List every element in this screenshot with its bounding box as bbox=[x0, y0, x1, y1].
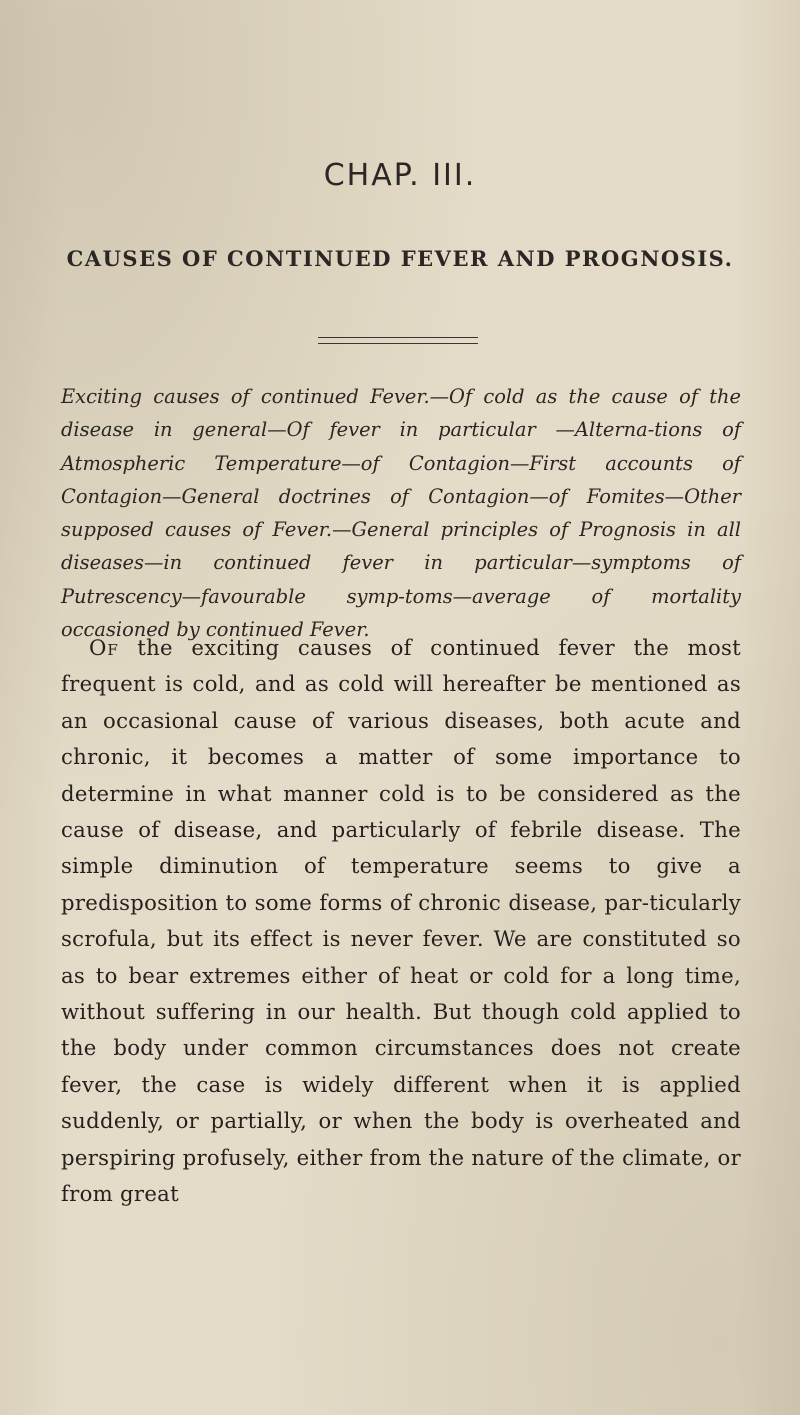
paragraph-lead-word: Of bbox=[89, 635, 119, 660]
chapter-synopsis: Exciting causes of continued Fever.—Of cold as the cause of the disease in general—Of fever in particular —Alterna-tions of Atmospheric Temperature—of Contagion—First accounts of Contagion—General doctrines of Contagion—of Fomites—Other supposed causes of Fever.—General principles of Prognosis in all diseases—in continued fever in particular—symptoms of Putrescency—favourable symp-toms—average of mortality occasioned by continued Fever. bbox=[61, 385, 741, 642]
paragraph-text: the exciting causes of continued fever the most frequent is cold, and as cold will hereafter be mentioned as an occasional cause of various diseases, both acute and chronic, it becomes a matter of some importance to determine in what manner cold is to be considered as the cause of disease, and particularly of febrile disease. The simple diminution of temperature seems to give a predisposition to some forms of chronic disease, par-ticularly scrofula, but its effect is never fever. We are constituted so as to bear extremes either of heat or cold for a long time, without suffering in our health. But though cold applied to the body under common circumstances does not create fever, the case is widely different when it is applied suddenly, or partially, or when the body is overheated and perspiring profusely, either from the nature of the climate, or from great bbox=[61, 635, 741, 1207]
chapter-heading: CHAP. III. bbox=[323, 158, 477, 193]
chapter-title: CAUSES OF CONTINUED FEVER AND PROGNOSIS. bbox=[66, 246, 734, 271]
decorative-double-rule bbox=[318, 337, 478, 344]
body-paragraph bbox=[61, 630, 741, 1213]
